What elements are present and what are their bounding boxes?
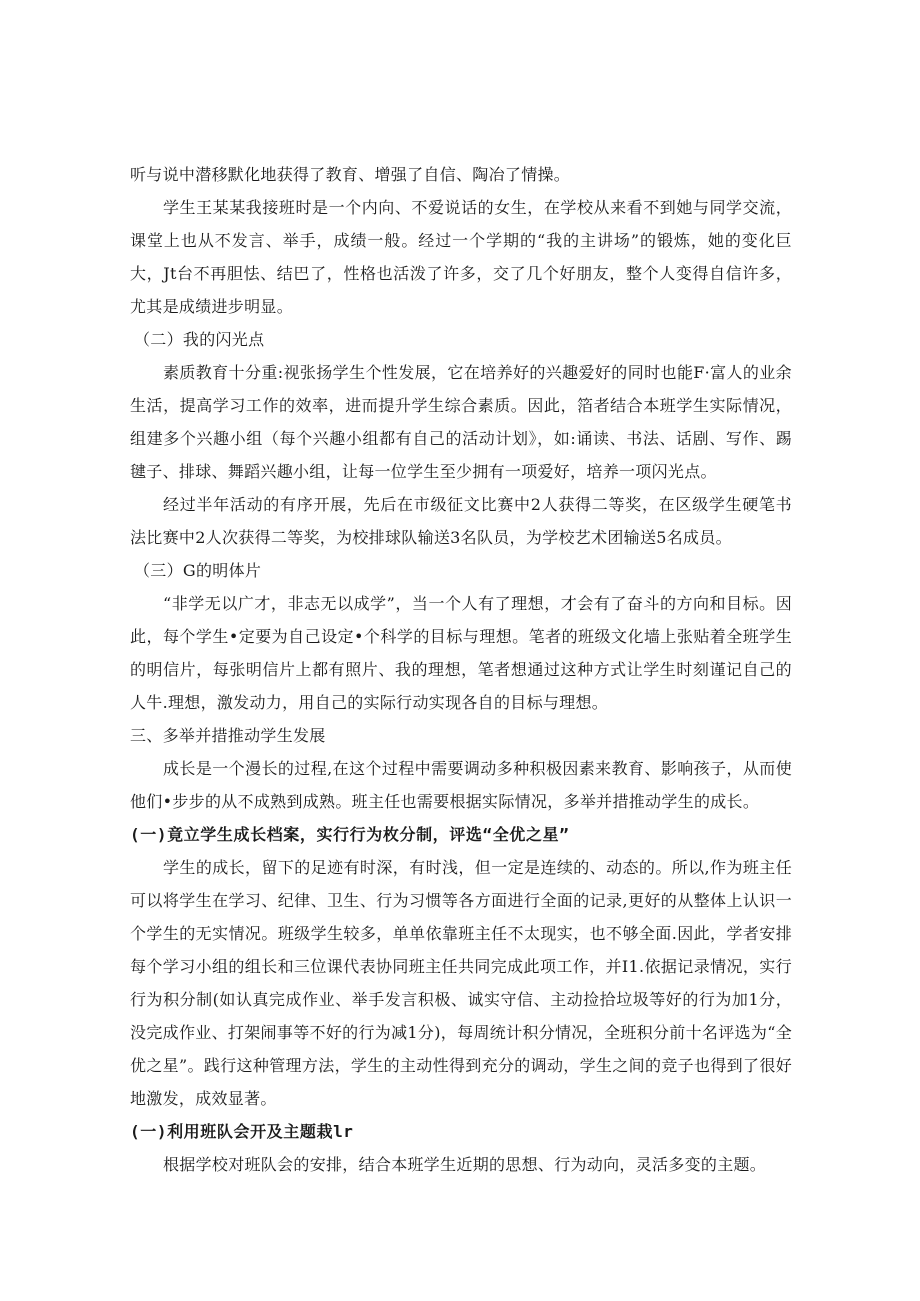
paragraph-continuation: 听与说中潜移默化地获得了教育、增强了自信、陶冶了情操。 (130, 165, 571, 184)
subheading-postcards: （三）G的明体片 (134, 561, 262, 580)
paragraph-class-meeting: 根据学校对班队会的安排，结合本班学生近期的思想、行为动向，灵活多变的主题。 (163, 1155, 767, 1174)
paragraph-activity-results: 经过半年活动的有序开展，先后在市级征文比赛中2人获得二等奖，在区级学生硬笔书法比赛中2人次获得二等奖，为校排球队输送3名队员，为学校艺术团输送5名成员。 (130, 495, 792, 547)
subheading-shining-point: （二）我的闪光点 (134, 330, 265, 349)
subheading-class-meeting: (一)利用班队会开及主题栽lr (130, 1122, 354, 1141)
paragraph-growth-record: 学生的成长，留下的足迹有时深，有时浅，但一定是连续的、动态的。所以,作为班主任可以将学生在学习、纪律、卫生、行为习惯等各方面进行全面的记录,更好的从整体上认识一个学生的无实情况。班级学生较多，单单依靠班主任不太现实，也不够全面.因此，学者安排每个学习小组的组长和三位课代表协同班主任共同完成此项工作，并I1.依据记录情况，实行行为积分制(如认真完成作业、举手发言积极、诚实守信、主动捡拾垃圾等好的行为加1分，没完成作业、打架闹事等不好的行为减1分)，每周统计积分情况，全班积分前十名评选为“全优之星”。践行这种管理方法，学生的主动性得到充分的调动，学生之间的竞子也得到了很好地激发，成效显著。 (130, 858, 792, 1108)
section-heading-three: 三、多举并措推动学生发展 (130, 726, 326, 745)
paragraph-quality-education: 素质教育十分重:视张扬学生个性发展，它在培养好的兴趣爱好的同时也能F·富人的业余生活，提高学习工作的效率，进而提升学生综合素质。因此，箔者结合本班学生实际情况，组建多个兴趣小组（每个兴趣小组都有自己的活动计划》，如:诵读、书法、话剧、写作、踢毽子、排球、舞蹈兴趣小组，让每一位学生至少拥有一项爱好，培养一项闪光点。 (130, 363, 792, 481)
document-body (130, 158, 792, 1181)
subheading-growth-archive: (一)竟立学生成长档案，实行行为枚分制，评选“全优之星” (130, 825, 570, 844)
paragraph-growth-process: 成长是一个漫长的过程,在这个过程中需要调动多种积极因素来教育、影响孩子，从而使他们•步步的从不成熟到成熟。班主任也需要根据实际情况，多举并措推动学生的成长。 (130, 759, 792, 811)
paragraph-ideals: “非学无以广才，非志无以成学”，当一个人有了理想，才会有了奋斗的方向和目标。因此，每个学生•定要为自己设定•个科学的目标与理想。笔者的班级文化墙上张贴着全班学生的明信片，每张明信片上都有照片、我的理想，笔者想通过这种方式让学生时刻谨记自己的人牛.理想，激发动力，用自己的实际行动实现各自的目标与理想。 (130, 594, 792, 712)
paragraph-student-wang: 学生王某某我接班时是一个内向、不爱说话的女生，在学校从来看不到她与同学交流，课堂上也从不发言、举手，成绩一般。经过一个学期的“我的主讲场”的锻炼，她的变化巨大，Jt台不再胆怯、结巴了，性格也活泼了许多，交了几个好朋友，整个人变得自信许多，尤其是成绩进步明显。 (130, 198, 792, 316)
